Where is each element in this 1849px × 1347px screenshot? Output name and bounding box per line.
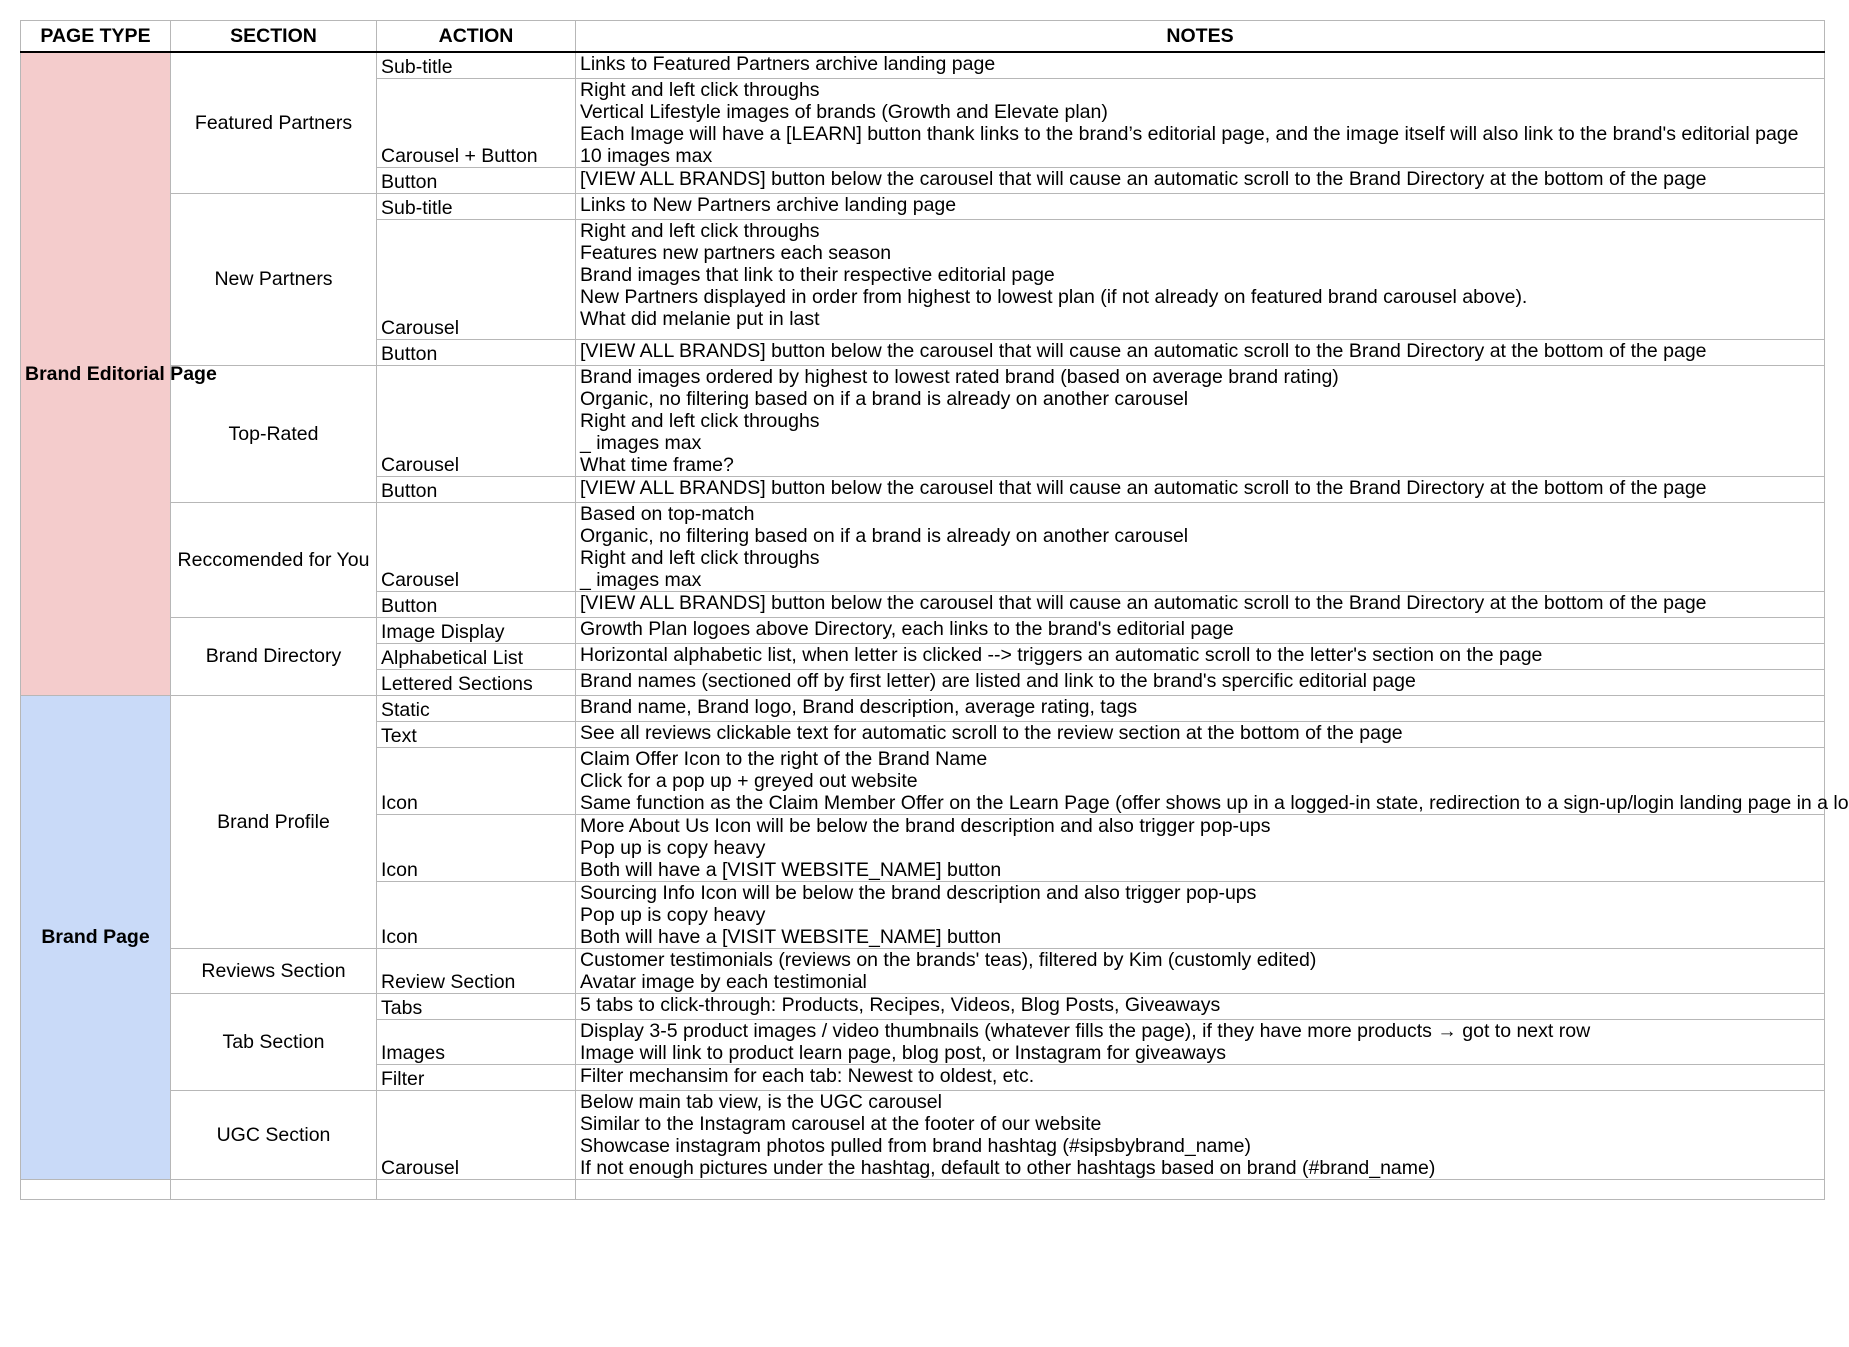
action-cell[interactable]: Button [377, 339, 576, 365]
section-cell[interactable]: Featured Partners [171, 52, 377, 193]
note-line: Brand names (sectioned off by first letter) are listed and link to the brand's spercific editorial page [580, 669, 1416, 692]
header-row [21, 21, 1825, 53]
note-line: Brand images that link to their respective editorial page [580, 263, 1055, 286]
note-line: 5 tabs to click-through: Products, Recipes, Videos, Blog Posts, Giveaways [580, 993, 1221, 1016]
note-line: Pop up is copy heavy [580, 836, 766, 859]
notes-cell[interactable] [576, 1019, 1825, 1064]
table-row [21, 948, 1825, 993]
action-cell[interactable]: Lettered Sections [377, 669, 576, 695]
notes-cell[interactable] [576, 993, 1825, 1019]
action-cell[interactable]: Alphabetical List [377, 643, 576, 669]
section-cell[interactable]: New Partners [171, 193, 377, 365]
notes-cell[interactable] [576, 339, 1825, 365]
header-section[interactable]: SECTION [171, 21, 377, 53]
section-cell[interactable]: Reccomended for You [171, 502, 377, 617]
notes-cell[interactable] [576, 193, 1825, 219]
action-cell[interactable]: Images [377, 1019, 576, 1064]
note-line: Vertical Lifestyle images of brands (Growth and Elevate plan) [580, 100, 1108, 123]
table-row [21, 365, 1825, 476]
note-line: Growth Plan logoes above Directory, each links to the brand's editorial page [580, 617, 1234, 640]
header-action[interactable]: ACTION [377, 21, 576, 53]
action-cell[interactable]: Image Display [377, 617, 576, 643]
empty-cell[interactable] [576, 1179, 1825, 1199]
note-line: Same function as the Claim Member Offer on the Learn Page (offer shows up in a logged-in state, redirection to a sign-up/login landing page in a lo [580, 791, 1849, 814]
notes-cell[interactable] [576, 1090, 1825, 1179]
header-page-type[interactable]: PAGE TYPE [21, 21, 171, 53]
section-cell[interactable]: UGC Section [171, 1090, 377, 1179]
section-cell[interactable]: Reviews Section [171, 948, 377, 993]
note-line: Both will have a [VISIT WEBSITE_NAME] button [580, 925, 1002, 948]
action-cell[interactable]: Sub-title [377, 193, 576, 219]
notes-cell[interactable] [576, 721, 1825, 747]
note-line: Links to Featured Partners archive landing page [580, 53, 996, 75]
action-cell[interactable]: Carousel [377, 502, 576, 591]
action-cell[interactable]: Carousel [377, 365, 576, 476]
note-line: Right and left click throughs [580, 78, 820, 101]
note-line: Horizontal alphabetic list, when letter is clicked --> triggers an automatic scroll to the letter's section on the page [580, 643, 1543, 666]
note-line: Below main tab view, is the UGC carousel [580, 1090, 942, 1113]
notes-cell[interactable] [576, 476, 1825, 502]
note-line: New Partners displayed in order from highest to lowest plan (if not already on featured brand carousel above). [580, 285, 1528, 308]
note-line: See all reviews clickable text for automatic scroll to the review section at the bottom of the page [580, 721, 1403, 744]
action-cell[interactable]: Tabs [377, 993, 576, 1019]
note-line: Display 3-5 product images / video thumbnails (whatever fills the page), if they have more products → got to next row [580, 1019, 1591, 1042]
section-cell[interactable]: Brand Directory [171, 617, 377, 695]
action-cell[interactable]: Filter [377, 1064, 576, 1090]
table-row [21, 617, 1825, 643]
note-line: Organic, no filtering based on if a brand is already on another carousel [580, 387, 1189, 410]
notes-cell[interactable] [576, 52, 1825, 78]
action-cell[interactable]: Button [377, 591, 576, 617]
note-line: Links to New Partners archive landing page [580, 193, 957, 216]
empty-row [21, 1179, 1825, 1199]
notes-cell[interactable] [576, 643, 1825, 669]
notes-cell[interactable] [576, 814, 1825, 881]
notes-cell[interactable] [576, 747, 1849, 814]
table-row [21, 1090, 1825, 1179]
notes-cell[interactable] [576, 695, 1825, 721]
note-line: Avatar image by each testimonial [580, 970, 867, 993]
section-cell[interactable]: Top-Rated [171, 365, 377, 502]
page-type-cell-brand[interactable]: Brand Page [21, 695, 171, 1179]
note-line: Right and left click throughs [580, 409, 820, 432]
action-cell[interactable]: Text [377, 721, 576, 747]
action-cell[interactable]: Carousel + Button [377, 78, 576, 167]
note-line: Claim Offer Icon to the right of the Brand Name [580, 747, 988, 770]
note-line: Similar to the Instagram carousel at the footer of our website [580, 1112, 1102, 1135]
empty-cell[interactable] [377, 1179, 576, 1199]
note-line: [VIEW ALL BRANDS] button below the carousel that will cause an automatic scroll to the Brand Directory at the bottom of the page [580, 591, 1707, 614]
notes-cell[interactable] [576, 881, 1825, 948]
notes-cell[interactable] [576, 591, 1825, 617]
notes-cell[interactable] [576, 669, 1825, 695]
note-line: Right and left click throughs [580, 219, 820, 242]
note-line: Image will link to product learn page, blog post, or Instagram for giveaways [580, 1041, 1226, 1064]
note-line: 10 images max [580, 144, 713, 167]
table-row [21, 993, 1825, 1019]
page-type-cell-editorial[interactable]: Brand Editorial Page [21, 52, 171, 695]
note-line: [VIEW ALL BRANDS] button below the carousel that will cause an automatic scroll to the Brand Directory at the bottom of the page [580, 339, 1707, 362]
table-row [21, 193, 1825, 219]
note-line: Brand name, Brand logo, Brand description, average rating, tags [580, 695, 1138, 718]
notes-cell[interactable] [576, 78, 1825, 167]
action-cell[interactable]: Carousel [377, 219, 576, 339]
note-line: Brand images ordered by highest to lowest rated brand (based on average brand rating) [580, 365, 1339, 388]
section-cell[interactable]: Tab Section [171, 993, 377, 1090]
notes-cell[interactable] [576, 219, 1825, 339]
note-line: Showcase instagram photos pulled from brand hashtag (#sipsbybrand_name) [580, 1134, 1251, 1157]
note-line: [VIEW ALL BRANDS] button below the carousel that will cause an automatic scroll to the Brand Directory at the bottom of the page [580, 167, 1707, 190]
section-cell[interactable]: Brand Profile [171, 695, 377, 948]
empty-cell[interactable] [21, 1179, 171, 1199]
note-line: Filter mechansim for each tab: Newest to oldest, etc. [580, 1064, 1035, 1087]
note-line: What time frame? [580, 453, 734, 476]
note-line: Customer testimonials (reviews on the brands' teas), filtered by Kim (customly edited) [580, 948, 1317, 971]
notes-cell[interactable] [576, 365, 1825, 476]
note-line: If not enough pictures under the hashtag, default to other hashtags based on brand (#brand_name) [580, 1156, 1436, 1179]
spec-table [20, 20, 1849, 1200]
action-cell[interactable]: Carousel [377, 1090, 576, 1179]
action-cell[interactable]: Review Section [377, 948, 576, 993]
header-notes[interactable]: NOTES [576, 21, 1825, 53]
table-row [21, 52, 1825, 78]
action-cell[interactable]: Button [377, 167, 576, 193]
note-line: _ images max [580, 568, 702, 591]
notes-cell[interactable] [576, 948, 1825, 993]
action-cell[interactable]: Static [377, 695, 576, 721]
note-line: Based on top-match [580, 502, 755, 525]
action-cell[interactable]: Icon [377, 881, 576, 948]
action-cell[interactable]: Icon [377, 747, 576, 814]
table-row [21, 695, 1825, 721]
note-line: What did melanie put in last [580, 307, 820, 330]
note-line: _ images max [580, 431, 702, 454]
note-line: Organic, no filtering based on if a brand is already on another carousel [580, 524, 1189, 547]
note-line: Right and left click throughs [580, 546, 820, 569]
note-line: More About Us Icon will be below the brand description and also trigger pop-ups [580, 814, 1271, 837]
note-line: Features new partners each season [580, 241, 892, 264]
action-cell[interactable]: Icon [377, 814, 576, 881]
notes-cell[interactable] [576, 617, 1825, 643]
note-line: Each Image will have a [LEARN] button thank links to the brand’s editorial page, and the image itself will also link to the brand's editorial page [580, 122, 1799, 145]
notes-cell[interactable] [576, 1064, 1825, 1090]
notes-cell[interactable] [576, 502, 1825, 591]
note-line: Pop up is copy heavy [580, 903, 766, 926]
note-line: Click for a pop up + greyed out website [580, 769, 918, 792]
table-row [21, 502, 1825, 591]
notes-cell[interactable] [576, 167, 1825, 193]
note-line: Both will have a [VISIT WEBSITE_NAME] button [580, 858, 1002, 881]
note-line: Sourcing Info Icon will be below the brand description and also trigger pop-ups [580, 881, 1257, 904]
action-cell[interactable]: Sub-title [377, 52, 576, 78]
note-line: [VIEW ALL BRANDS] button below the carousel that will cause an automatic scroll to the Brand Directory at the bottom of the page [580, 476, 1707, 499]
action-cell[interactable]: Button [377, 476, 576, 502]
empty-cell[interactable] [171, 1179, 377, 1199]
